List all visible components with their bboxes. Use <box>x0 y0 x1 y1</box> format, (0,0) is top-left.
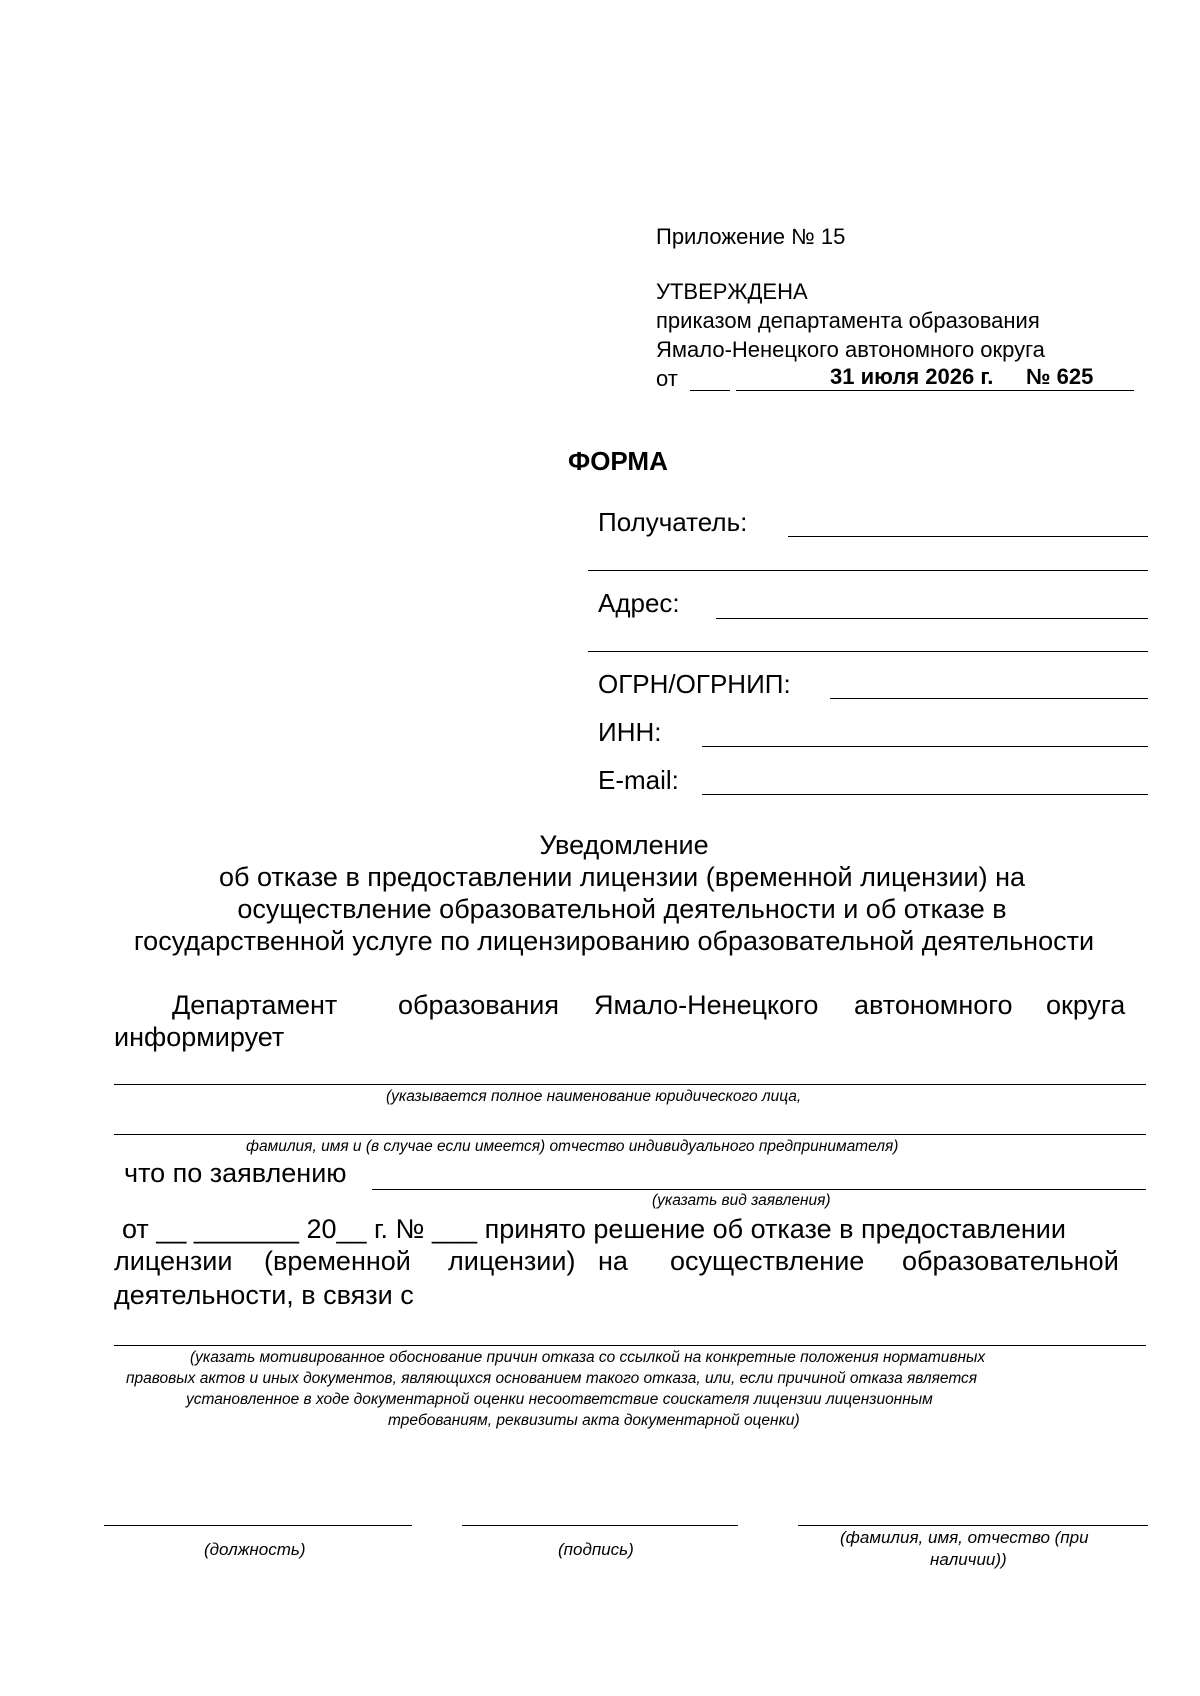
position-field[interactable] <box>104 1525 412 1526</box>
recipient-field[interactable] <box>788 536 1148 537</box>
body-word-4: автономного <box>854 990 1013 1020</box>
full-name-field[interactable] <box>798 1525 1148 1526</box>
reason-hint-1: (указать мотивированное обоснование причин отказа со ссылкой на конкретные положения нормативных <box>190 1349 986 1366</box>
notice-subtitle-line-1: об отказе в предоставлении лицензии (временной лицензии) на <box>218 862 1026 892</box>
body-word-5: округа <box>1046 990 1126 1020</box>
application-type-hint: (указать вид заявления) <box>652 1192 831 1209</box>
body-line2-word-6: образовательной <box>902 1246 1119 1276</box>
notice-subtitle-line-3: государственной услуге по лицензированию образовательной деятельности <box>133 926 1095 956</box>
reason-line: деятельности, в связи с <box>114 1280 414 1310</box>
email-field[interactable] <box>702 794 1148 795</box>
decision-line: от __ _______ 20__ г. № ___ принято решение об отказе в предоставлении <box>122 1214 1066 1244</box>
body-line2-word-1: лицензии <box>114 1246 233 1276</box>
order-date: 31 июля 2026 г. <box>830 364 994 389</box>
inn-field[interactable] <box>702 746 1148 747</box>
entity-name-field[interactable] <box>114 1084 1146 1085</box>
body-line2-word-2: (временной <box>264 1246 411 1276</box>
order-line-2: Ямало-Ненецкого автономного округа <box>656 337 1045 362</box>
email-label: E-mail: <box>598 765 679 795</box>
approved-label: УТВЕРЖДЕНА <box>656 279 808 304</box>
notice-title: Уведомление <box>539 830 709 860</box>
recipient-field-continued[interactable] <box>588 570 1148 571</box>
position-hint: (должность) <box>204 1540 306 1559</box>
application-type-field[interactable] <box>372 1189 1146 1190</box>
entity-name-hint-1: (указывается полное наименование юридического лица, <box>386 1088 802 1105</box>
signature-field[interactable] <box>462 1525 738 1526</box>
body-word-1: Департамент <box>172 990 338 1020</box>
address-field-continued[interactable] <box>588 651 1148 652</box>
ogrn-label: ОГРН/ОГРНИП: <box>598 669 791 699</box>
body-word-2: образования <box>398 990 559 1020</box>
reason-hint-4: требованиям, реквизиты акта документарной оценки) <box>388 1412 800 1429</box>
order-line-1: приказом департамента образования <box>656 308 1040 333</box>
address-field[interactable] <box>716 618 1148 619</box>
body-informs: информирует <box>114 1022 285 1052</box>
appendix-number: Приложение № 15 <box>656 224 846 249</box>
order-number: № 625 <box>1026 364 1094 389</box>
order-from-prefix: от <box>656 366 678 391</box>
reason-hint-3: установленное в ходе документарной оценки несоответствие соискателя лицензии лицензионным <box>186 1391 933 1408</box>
body-line2-word-3: лицензии) <box>448 1246 576 1276</box>
body-line2-word-5: осуществление <box>670 1246 865 1276</box>
entity-name-field-continued[interactable] <box>114 1134 1146 1135</box>
full-name-hint-1: (фамилия, имя, отчество (при <box>840 1528 1089 1547</box>
reason-hint-2: правовых актов и иных документов, являющихся основанием такого отказа, или, если причиной отказа является <box>126 1370 978 1387</box>
form-label: ФОРМА <box>568 446 668 476</box>
order-date-blank-long <box>736 390 1134 391</box>
by-application-label: что по заявлению <box>124 1158 347 1188</box>
address-label: Адрес: <box>598 588 680 618</box>
signature-hint: (подпись) <box>558 1540 634 1559</box>
body-line2-word-4: на <box>598 1246 628 1276</box>
order-date-blank-short <box>690 390 730 391</box>
inn-label: ИНН: <box>598 717 662 747</box>
notice-subtitle-line-2: осуществление образовательной деятельности и об отказе в <box>237 894 1007 924</box>
recipient-label: Получатель: <box>598 507 748 537</box>
body-word-3: Ямало-Ненецкого <box>594 990 819 1020</box>
reason-field[interactable] <box>114 1345 1146 1346</box>
ogrn-field[interactable] <box>830 698 1148 699</box>
entity-name-hint-2: фамилия, имя и (в случае если имеется) отчество индивидуального предпринимателя) <box>246 1138 899 1155</box>
full-name-hint-2: наличии)) <box>930 1550 1007 1569</box>
